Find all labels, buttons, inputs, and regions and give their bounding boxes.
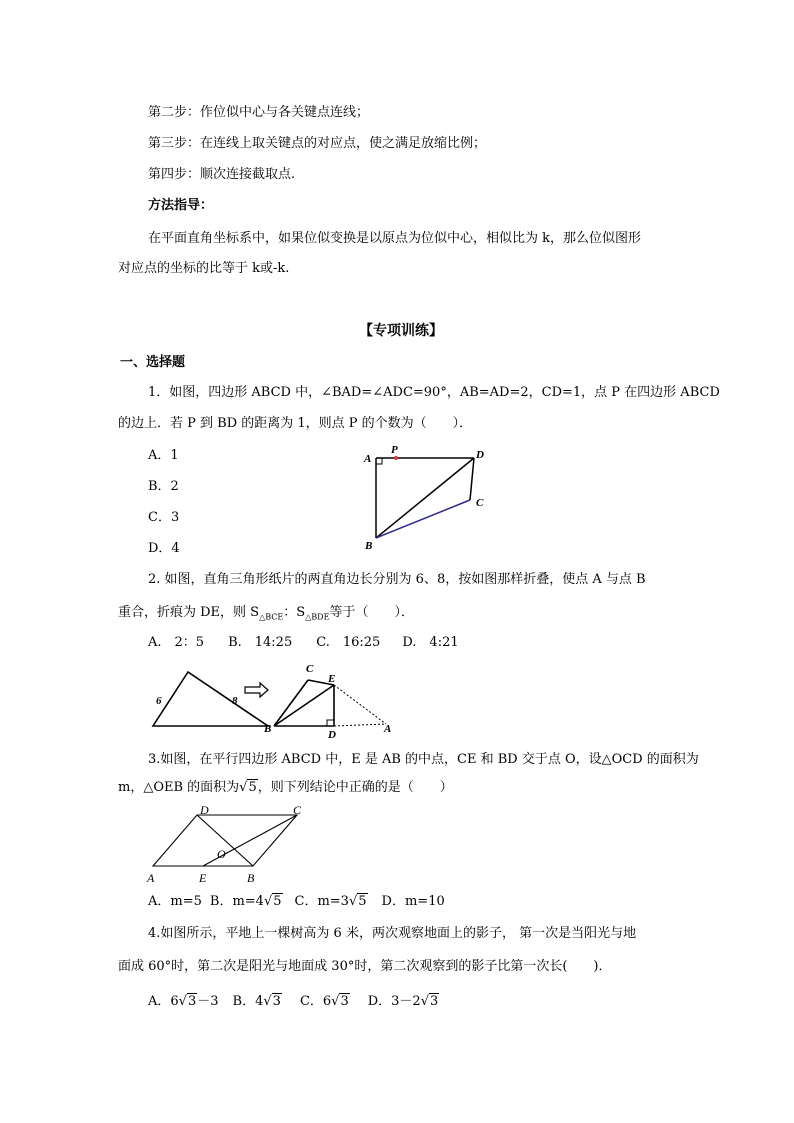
q3-option-a: A．m=5 bbox=[148, 894, 202, 909]
method-line-2: 对应点的坐标的比等于 k或-k. bbox=[118, 261, 290, 276]
q2-label-c: C bbox=[306, 663, 314, 675]
q3-line-2: m，△OEB 的面积为√5，则下列结论中正确的是（ ） bbox=[118, 780, 453, 795]
step-4-text: 第四步：顺次连接截取点. bbox=[148, 167, 296, 182]
q2-label-d: D bbox=[328, 729, 336, 741]
q2-label-8: 8 bbox=[232, 695, 238, 707]
q4-option-a: A．6√3－3 bbox=[148, 994, 219, 1009]
q1-option-a: A．1 bbox=[148, 448, 179, 463]
q2-options bbox=[148, 634, 459, 652]
q1-option-b: B．2 bbox=[148, 479, 179, 494]
q3-label-b: B bbox=[247, 871, 255, 885]
section-title: 【专项训练】 bbox=[359, 323, 443, 339]
q2-option-d: D. 4:21 bbox=[402, 635, 459, 650]
q1-option-d: D．4 bbox=[148, 541, 180, 556]
step-3-text: 第三步：在连线上取关键点的对应点，使之满足放缩比例； bbox=[148, 136, 487, 151]
q1-line-2: 的边上．若 P 到 BD 的距离为 1，则点 P 的个数为（ ）． bbox=[118, 416, 473, 431]
q2-line-2: 重合，折痕为 DE，则 $S_{\triangle BCE}$：$S_{\triangle BDE}$等于（ ）． bbox=[118, 605, 414, 622]
q3-option-b: B．m=4√5 bbox=[209, 894, 282, 909]
q3-label-a: A bbox=[147, 871, 155, 885]
q1-label-b: B bbox=[365, 540, 373, 552]
q2-label-6: 6 bbox=[156, 695, 162, 707]
q1-label-a: A bbox=[364, 453, 372, 465]
q4-options bbox=[148, 993, 439, 1011]
q3-option-d: D．m=10 bbox=[381, 894, 445, 909]
method-line-1: 在平面直角坐标系中，如果位似变换是以原点为位似中心，相似比为 k，那么位似图形 bbox=[148, 231, 642, 246]
q3-figure bbox=[145, 802, 320, 887]
q4-line-1: 4.如图所示，平地上一棵树高为 6 米，两次观察地面上的影子， 第一次是当阳光与地 bbox=[148, 926, 637, 941]
q4-line-2: 面成 60°时，第二次是阳光与地面成 30°时，第二次观察到的影子比第一次长( )． bbox=[118, 959, 612, 974]
q4-option-b: B．4√3 bbox=[232, 994, 281, 1009]
q2-option-c: C. 16:25 bbox=[316, 635, 381, 650]
q3-line-1: 3.如图，在平行四边形 ABCD 中，E 是 AB 的中点，CE 和 BD 交于点 O，设△OCD 的面积为 bbox=[148, 752, 699, 767]
q3-options bbox=[148, 893, 445, 911]
q4-option-d: D．3－2√3 bbox=[367, 994, 439, 1009]
q1-label-p: P bbox=[391, 444, 398, 456]
q2-figure bbox=[148, 660, 408, 740]
step-2-text: 第二步：作位似中心与各关键点连线； bbox=[148, 105, 370, 120]
q1-line-1: 1．如图，四边形 ABCD 中，∠BAD=∠ADC=90°，AB=AD=2，CD=1，点 P 在四边形 ABCD bbox=[148, 385, 720, 400]
q3-label-e: E bbox=[199, 871, 207, 885]
q1-figure bbox=[360, 440, 500, 555]
q1-option-c: C．3 bbox=[148, 510, 180, 525]
part-title: 一、选择题 bbox=[120, 355, 186, 370]
q2-line-1: 2. 如图，直角三角形纸片的两直角边长分别为 6、8，按如图那样折叠，使点 A 与点 B bbox=[148, 572, 646, 587]
q1-label-c: C bbox=[476, 497, 484, 509]
q2-label-e: E bbox=[328, 673, 336, 685]
q2-option-b: B. 14:25 bbox=[228, 635, 293, 650]
q3-label-d: D bbox=[200, 803, 209, 817]
q1-label-d: D bbox=[476, 449, 484, 461]
q3-option-c: C．m=3√5 bbox=[294, 894, 367, 909]
q3-label-o: O bbox=[217, 847, 226, 861]
q2-label-a: A bbox=[384, 723, 392, 735]
q2-option-a: A. 2：5 bbox=[148, 635, 205, 650]
q3-label-c: C bbox=[293, 803, 302, 817]
q2-label-b: B bbox=[264, 723, 272, 735]
method-title: 方法指导： bbox=[148, 198, 214, 213]
q4-option-c: C．6√3 bbox=[299, 994, 349, 1009]
